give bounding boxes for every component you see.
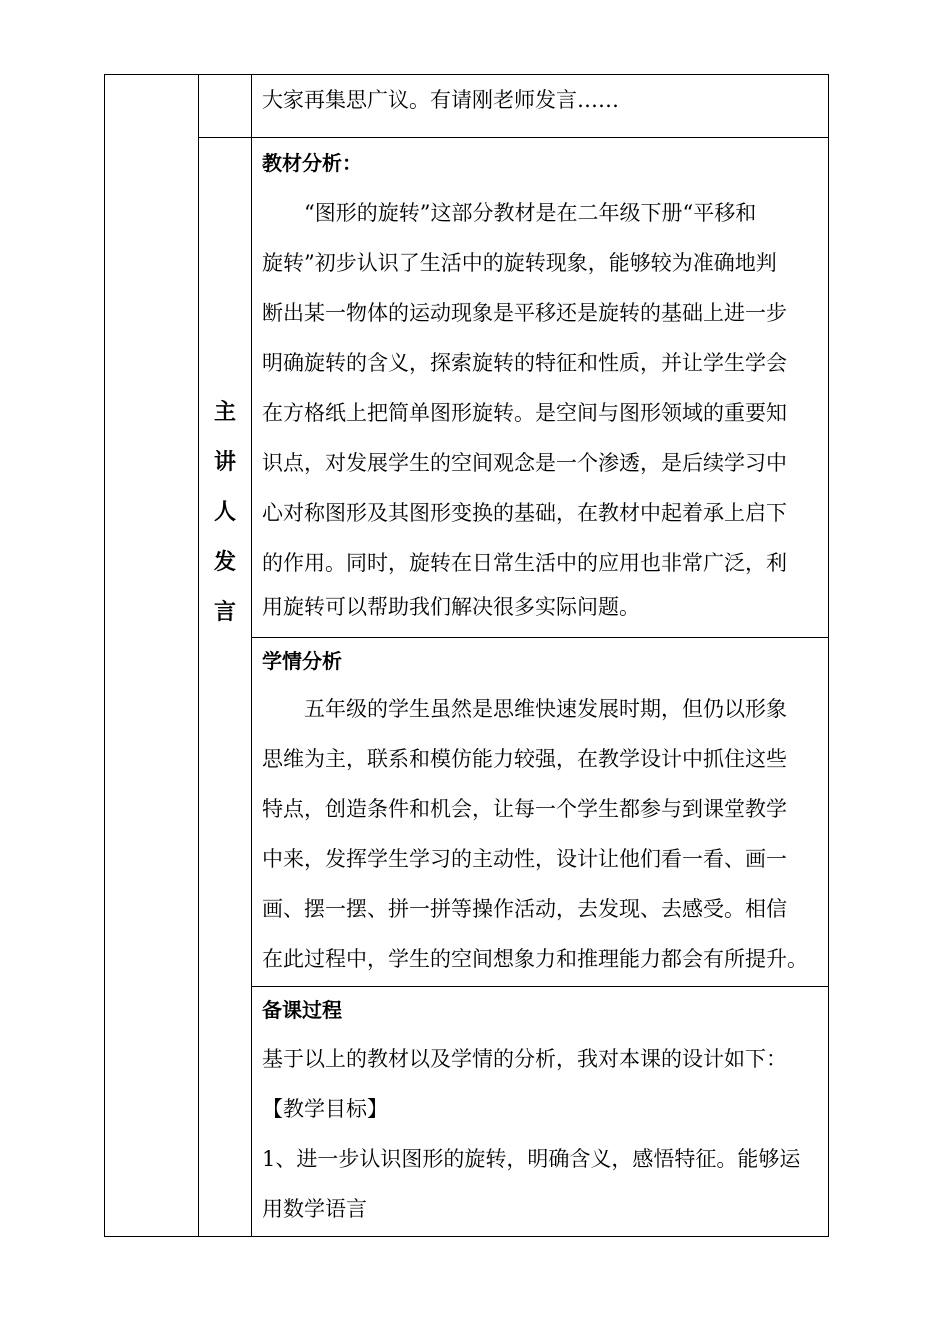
textbook-heading: 教材分析： xyxy=(262,151,362,175)
speaker-label-char: 主 xyxy=(213,400,236,425)
textbook-line: 心对称图形及其图形变换的基础，在教材中起着承上启下 xyxy=(262,501,787,525)
textbook-line: 明确旋转的含义，探索旋转的特征和性质，并让学生学会 xyxy=(262,351,787,375)
preparation-line: 基于以上的教材以及学情的分析，我对本课的设计如下： xyxy=(262,1047,787,1071)
students-line: 在此过程中，学生的空间想象力和推理能力都会有所提升。 xyxy=(262,947,808,971)
students-line: 五年级的学生虽然是思维快速发展时期，但仍以形象 xyxy=(262,697,787,721)
table-bottom-border xyxy=(104,1236,829,1237)
students-line: 画、摆一摆、拼一拼等操作活动，去发现、去感受。相信 xyxy=(262,897,787,921)
table-left-border xyxy=(104,74,105,1237)
preparation-heading: 备课过程 xyxy=(262,998,342,1022)
speaker-label-char: 发 xyxy=(213,550,236,575)
textbook-line: 的作用。同时，旋转在日常生活中的应用也非常广泛，利 xyxy=(262,551,787,575)
speaker-label-char: 讲 xyxy=(213,450,236,475)
speaker-label-char: 言 xyxy=(213,600,236,625)
students-line: 中来，发挥学生学习的主动性，设计让他们看一看、画一 xyxy=(262,847,787,871)
column-divider-1 xyxy=(198,74,199,1237)
students-line: 思维为主，联系和模仿能力较强，在教学设计中抓住这些 xyxy=(262,747,787,771)
students-heading: 学情分析 xyxy=(262,649,342,673)
textbook-line: 识点，对发展学生的空间观念是一个渗透，是后续学习中 xyxy=(262,451,787,475)
textbook-line: “图形的旋转”这部分教材是在二年级下册“平移和 xyxy=(262,201,757,225)
table-right-border xyxy=(828,74,829,1237)
preparation-line: 【教学目标】 xyxy=(262,1097,388,1121)
textbook-line: 旋转”初步认识了生活中的旋转现象，能够较为准确地判 xyxy=(262,251,777,275)
intro-text: 大家再集思广议。有请刚老师发言…… xyxy=(262,88,619,112)
preparation-line: 1、进一步认识图形的旋转，明确含义，感悟特征。能够运 xyxy=(262,1147,801,1171)
textbook-line: 在方格纸上把简单图形旋转。是空间与图形领域的重要知 xyxy=(262,401,787,425)
speaker-label xyxy=(199,388,251,638)
column-divider-2 xyxy=(251,74,252,1237)
textbook-line: 用旋转可以帮助我们解决很多实际问题。 xyxy=(262,595,640,619)
students-line: 特点，创造条件和机会，让每一个学生都参与到课堂教学 xyxy=(262,797,787,821)
preparation-line: 用数学语言 xyxy=(262,1197,367,1221)
speaker-label-char: 人 xyxy=(213,500,236,525)
textbook-line: 断出某一物体的运动现象是平移还是旋转的基础上进一步 xyxy=(262,301,787,325)
